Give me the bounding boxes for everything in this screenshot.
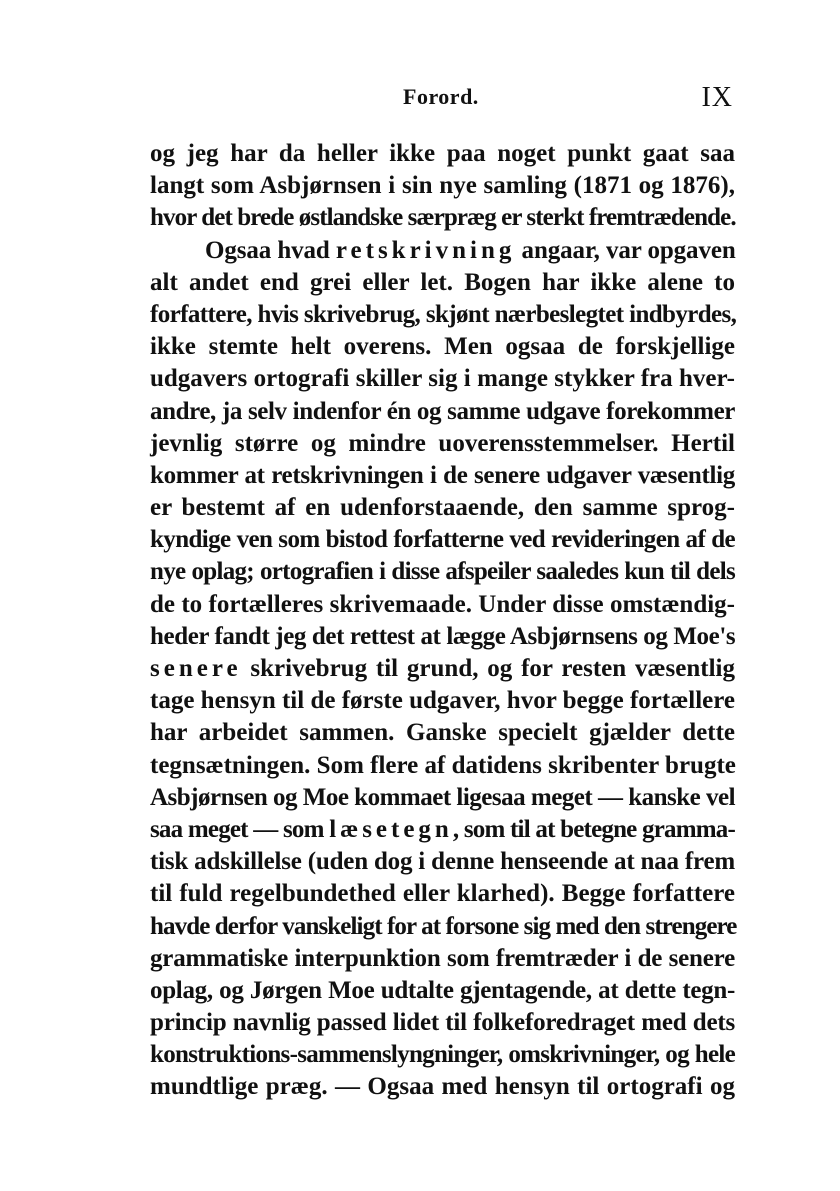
text-line: kommer at retskrivningen i de senere udgaver væsentlig [150,461,735,489]
text-line: tegnsætningen. Som flere af datidens skribenter brugte [150,751,736,779]
text-line: princip navnlig passed lidet til folkeforedraget med dets [150,1009,735,1037]
text-line: andre, ja selv indenfor én og samme udgave forekommer [150,397,735,425]
text-line: er bestemt af en udenforstaaende, den samme sprog- [150,494,735,522]
text-line: langt som Asbjørnsen i sin nye samling (1871 og 1876), [150,172,735,200]
text-segment: skrivebrug til grund, og for resten væsentlig [241,655,735,682]
text-segment: angaar, var opgaven [515,236,736,264]
running-head [150,82,735,116]
text-line: heder fandt jeg det rettest at lægge Asbjørnsens og Moe's [150,622,736,650]
text-segment: , som til at betegne gramma- [452,815,735,843]
text-line: har arbeidet sammen. Ganske specielt gjælder dette [150,719,735,747]
text-line: oplag, og Jørgen Moe udtalte gjentagende, at dette tegn- [150,976,735,1004]
text-line: konstruktions-sammenslyngninger, omskrivninger, og hele [150,1041,735,1069]
text-line: og jeg har da heller ikke paa noget punkt gaat saa [150,140,735,167]
text-line: nye oplag; ortografien i disse afspeiler saaledes kun til dels [150,558,735,586]
text-line-spaced [150,235,735,267]
text-line-spaced [150,653,735,685]
text-line: alt andet end grei eller let. Bogen har ikke alene to [150,268,735,296]
text-line: tage hensyn til de første udgaver, hvor begge fortællere [150,687,735,715]
text-line: Asbjørnsen og Moe kommaet ligesaa meget — kanske vel [150,783,736,811]
text-segment: saa meget — som [150,815,330,843]
text-line: til fuld regelbundethed eller klarhed). Begge forfattere [150,880,735,908]
text-line: ikke stemte helt overens. Men ogsaa de forskjellige [150,333,735,361]
text-line-spaced [150,814,735,846]
text-line: mundtlige præg. — Ogsaa med hensyn til ortografi og [150,1073,735,1101]
text-line: de to fortælleres skrivemaade. Under disse omstændig- [150,590,735,618]
text-line: udgavers ortografi skiller sig i mange stykker fra hver- [150,365,735,393]
text-line: grammatiske interpunktion som fremtræder i de senere [150,944,735,972]
text-segment: Ogsaa hvad [205,236,336,264]
spaced-emphasis: retskrivning [335,236,516,264]
page-number: IX [701,82,733,113]
text-line: tisk adskillelse (uden dog i denne henseende at naa frem [150,848,735,876]
running-head-title: Forord. [403,84,479,109]
text-line: hvor det brede østlandske særpræg er sterkt fremtrædende. [150,204,736,232]
spaced-emphasis: senere [150,655,242,682]
text-line: forfattere, hvis skrivebrug, skjønt nærbeslegtet indbyrdes, [150,300,737,328]
text-line: kyndige ven som bistod forfatterne ved revideringen af de [150,526,735,554]
body-text [150,138,735,1104]
text-line: jevnlig større og mindre uoverensstemmelser. Hertil [150,429,735,457]
text-line: havde derfor vanskeligt for at forsone sig med den strengere [150,912,737,940]
spaced-emphasis: læsetegn [329,815,453,843]
